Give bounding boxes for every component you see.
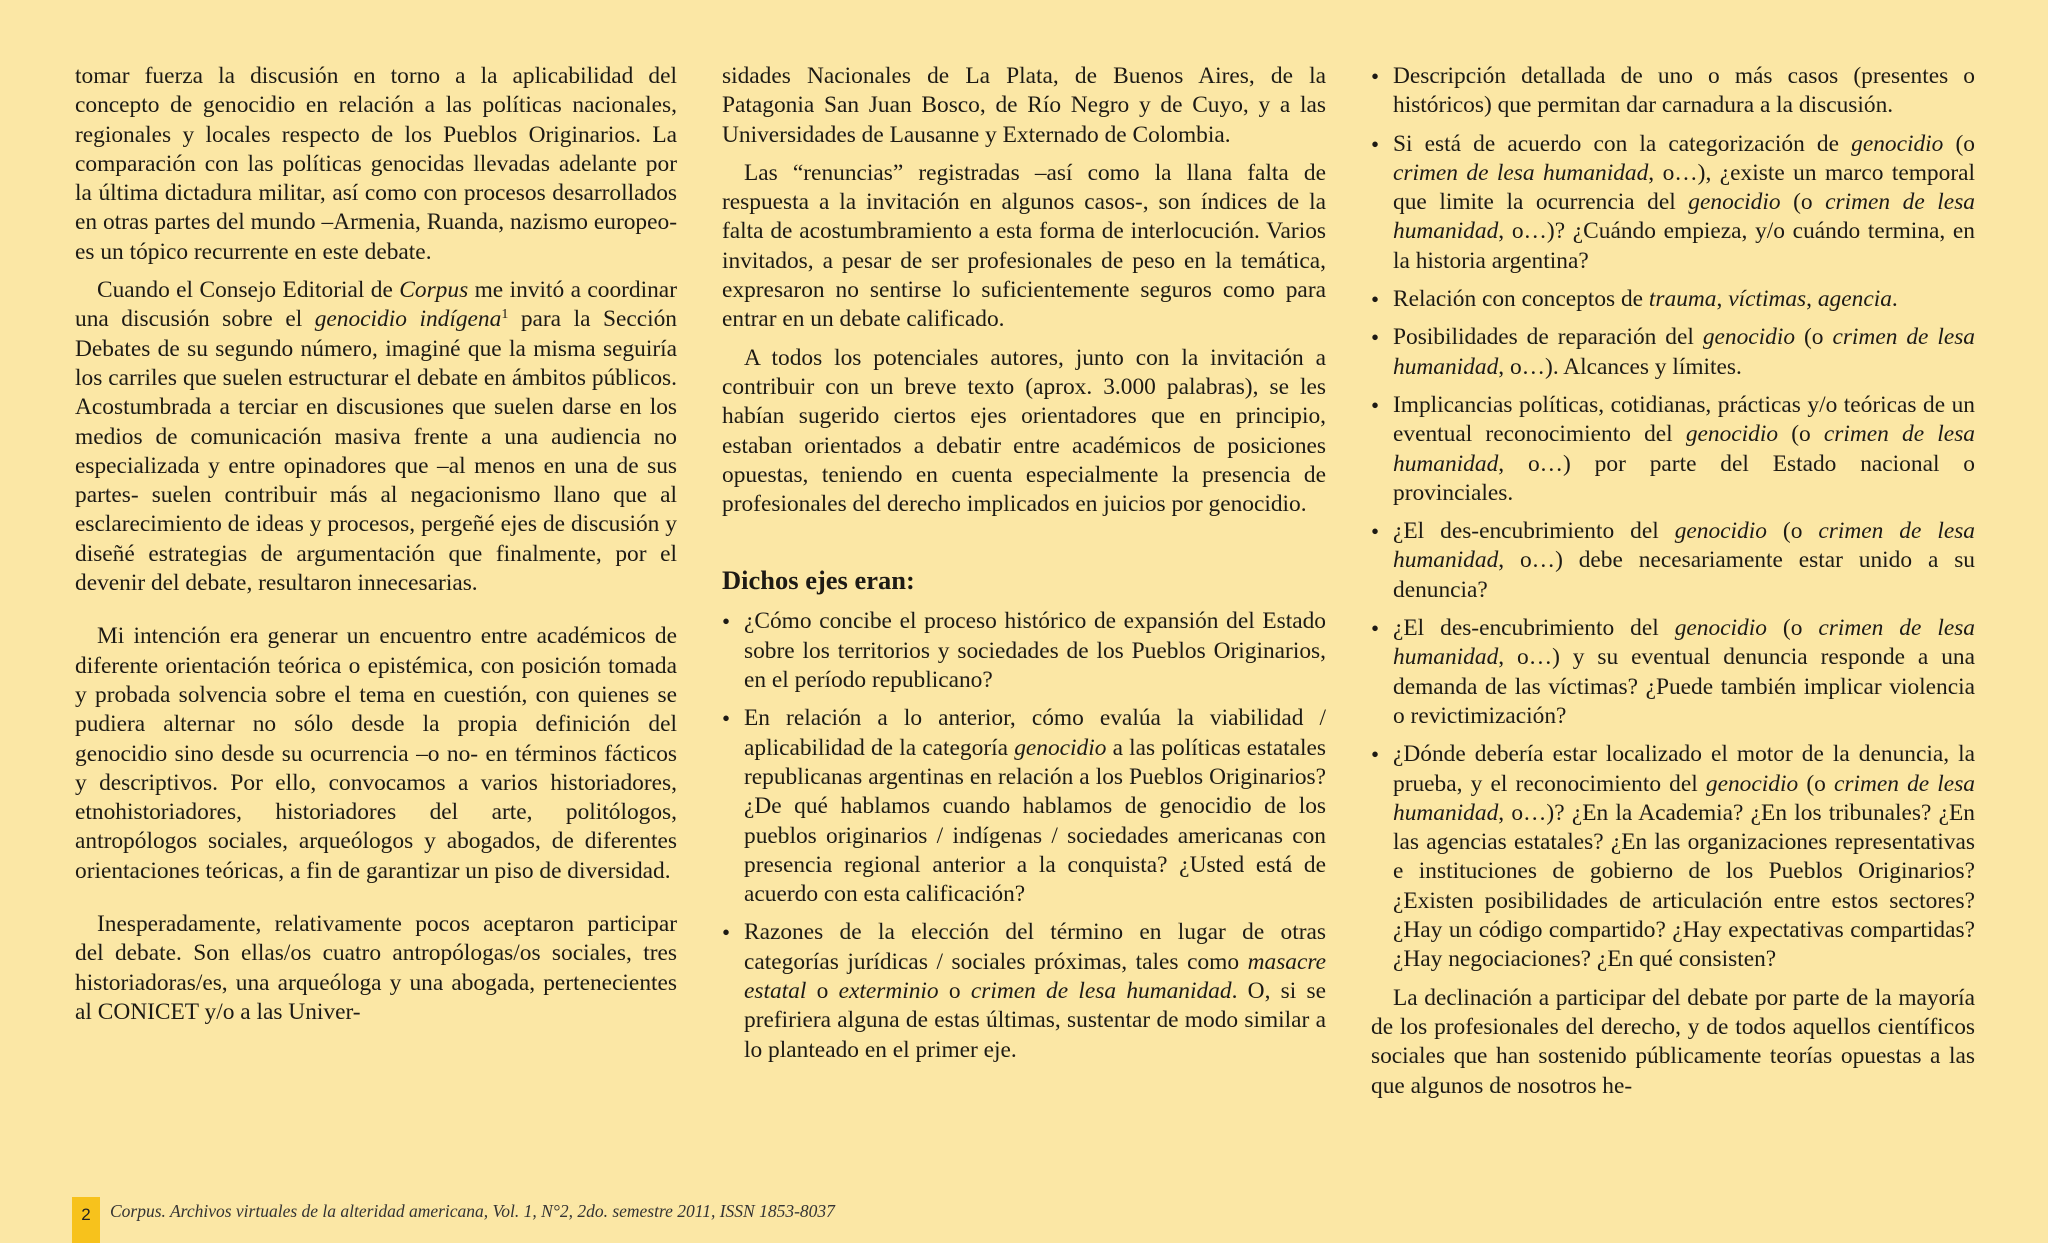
column-3 <box>1371 62 1975 1101</box>
list-item: • Implicancias políticas, cotidianas, prácticas y/o teóricas de un eventual reconocimiento del genocidio (o crimen de lesa humanidad, o…) por parte del Estado nacional o provinciales. <box>1371 391 1975 508</box>
list-item: • ¿El des-encubrimiento del genocidio (o crimen de lesa humanidad, o…) debe necesariamente estar unido a su denuncia? <box>1371 517 1975 605</box>
list-item: • Si está de acuerdo con la categorización de genocidio (o crimen de lesa humanidad, o…), ¿existe un marco temporal que limite la ocurrencia del genocidio (o crimen de lesa humanidad, o…)? ¿Cuándo empieza, y/o cuándo termina, en la historia argentina? <box>1371 130 1975 276</box>
axes-list-continued <box>1371 62 1975 975</box>
paragraph: La declinación a participar del debate por parte de la mayoría de los profesionales del derecho, y de todos aquellos científicos sociales que han sostenido públicamente teorías opuestas a las que algunos de nosotros he- <box>1371 984 1975 1099</box>
paragraph: A todos los potenciales autores, junto con la invitación a contribuir con un breve texto (aprox. 3.000 palabras), se les habían sugerido ciertos ejes orientadores que en principio, estaban orientados a debatir entre académicos de posiciones opuestas, teniendo en cuenta especialmente la presencia de profesionales del derecho implicados en juicios por genocidio. <box>722 344 1326 518</box>
paragraph: Las “renuncias” registradas –así como la llana falta de respuesta a la invitación en algunos casos-, son índices de la falta de acostumbramiento a esta forma de interlocución. Varios invitados, a pesar de ser profesionales de peso en la temática, expresaron no sentirse lo suficientemente seguros como para entrar en un debate calificado. <box>722 159 1326 333</box>
page-footer <box>72 1197 1172 1243</box>
list-item: • En relación a lo anterior, cómo evalúa la viabilidad / aplicabilidad de la categoría genocidio a las políticas estatales republicanas argentinas en relación a los Pueblos Originarios? ¿De qué hablamos cuando hablamos de genocidio de los pueblos originarios / indígenas / sociedades americanas con presencia regional anterior a la conquista? ¿Usted está de acuerdo con esta calificación? <box>722 704 1326 909</box>
list-item: • Posibilidades de reparación del genocidio (o crimen de lesa humanidad, o…). Alcances y límites. <box>1371 323 1975 382</box>
paragraph: Mi intención era generar un encuentro entre académicos de diferente orientación teórica o epistémica, con posición tomada y probada solvencia sobre el tema en cuestión, con quienes se pudiera alternar no sólo desde la propia definición del genocidio sino desde su ocurrencia –o no- en términos fácticos y descriptivos. Por ello, convocamos a varios historiadores, etnohistoriadores, historiadores del arte, politólogos, antropólogos sociales, arqueólogos y abogados, de diferentes orientaciones teóricas, a fin de garantizar un piso de diversidad. <box>75 623 677 884</box>
footnote-ref: 1 <box>501 307 509 323</box>
page-number: 2 <box>72 1197 100 1243</box>
list-item: • ¿Dónde debería estar localizado el motor de la denuncia, la prueba, y el reconocimiento del genocidio (o crimen de lesa humanidad, o…)? ¿En la Academia? ¿En los tribunales? ¿En las agencias estatales? ¿En las organizaciones representativas e instituciones de gobierno de los Pueblos Originarios? ¿Existen posibilidades de articulación entre estos sectores? ¿Hay un código compartido? ¿Hay expectativas compartidas? ¿Hay negociaciones? ¿En qué consisten? <box>1371 740 1975 974</box>
paragraph: sidades Nacionales de La Plata, de Buenos Aires, de la Patagonia San Juan Bosco, de Río Negro y de Cuyo, y a las Universidades de Lausanne y Externado de Colombia. <box>722 63 1326 148</box>
journal-citation: Corpus. Archivos virtuales de la alteridad americana, Vol. 1, N°2, 2do. semestre 2011, ISSN 1853-8037 <box>110 1201 835 1221</box>
paragraph: Cuando el Consejo Editorial de Corpus me invitó a coordinar una discusión sobre el genocidio indígena$^1$ para la Sección Debates de su segundo número, imaginé que la misma seguiría los carriles que suelen estructurar el debate en ámbitos públicos. Acostumbrada a terciar en discusiones que suelen darse en los medios de comunicación masiva frente a una audiencia no especializada y entre opinadores que –al menos en una de sus partes- suelen contribuir más al negacionismo llano que al esclarecimiento de ideas y procesos, pergeñé ejes de discusión y diseñé estrategias de argumentación que finalmente, por el devenir del debate, resultaron innecesarias. <box>75 277 677 597</box>
paragraph: tomar fuerza la discusión en torno a la aplicabilidad del concepto de genocidio en relación a las políticas nacionales, regionales y locales respecto de los Pueblos Originarios. La comparación con las políticas genocidas llevadas adelante por la última dictadura militar, así como con procesos desarrollados en otras partes del mundo –Armenia, Ruanda, nazismo europeo- es un tópico recurrente en este debate. <box>75 63 677 265</box>
section-heading: Dichos ejes eran: <box>722 565 915 596</box>
list-item: • Relación con conceptos de trauma, víctimas, agencia. <box>1371 285 1975 314</box>
list-item: • ¿El des-encubrimiento del genocidio (o crimen de lesa humanidad, o…) y su eventual denuncia responde a una demanda de las víctimas? ¿Puede también implicar violencia o revictimización? <box>1371 614 1975 731</box>
column-2 <box>722 62 1326 1074</box>
list-item: • Razones de la elección del término en lugar de otras categorías jurídicas / sociales próximas, tales como masacre estatal o exterminio o crimen de lesa humanidad. O, si se prefiriera alguna de estas últimas, sustentar de modo similar a lo planteado en el primer eje. <box>722 918 1326 1064</box>
list-item: • ¿Cómo concibe el proceso histórico de expansión del Estado sobre los territorios y sociedades de los Pueblos Originarios, en el período republicano? <box>722 607 1326 695</box>
paragraph: Inesperadamente, relativamente pocos aceptaron participar del debate. Son ellas/os cuatro antropólogas/os sociales, tres historiadoras/es, una arqueóloga y una abogada, pertenecientes al CONICET y/o a las Univer- <box>75 911 677 1025</box>
list-item: • Descripción detallada de uno o más casos (presentes o históricos) que permitan dar carnadura a la discusión. <box>1371 62 1975 121</box>
axes-list <box>722 607 1326 1064</box>
column-1 <box>75 62 677 1027</box>
